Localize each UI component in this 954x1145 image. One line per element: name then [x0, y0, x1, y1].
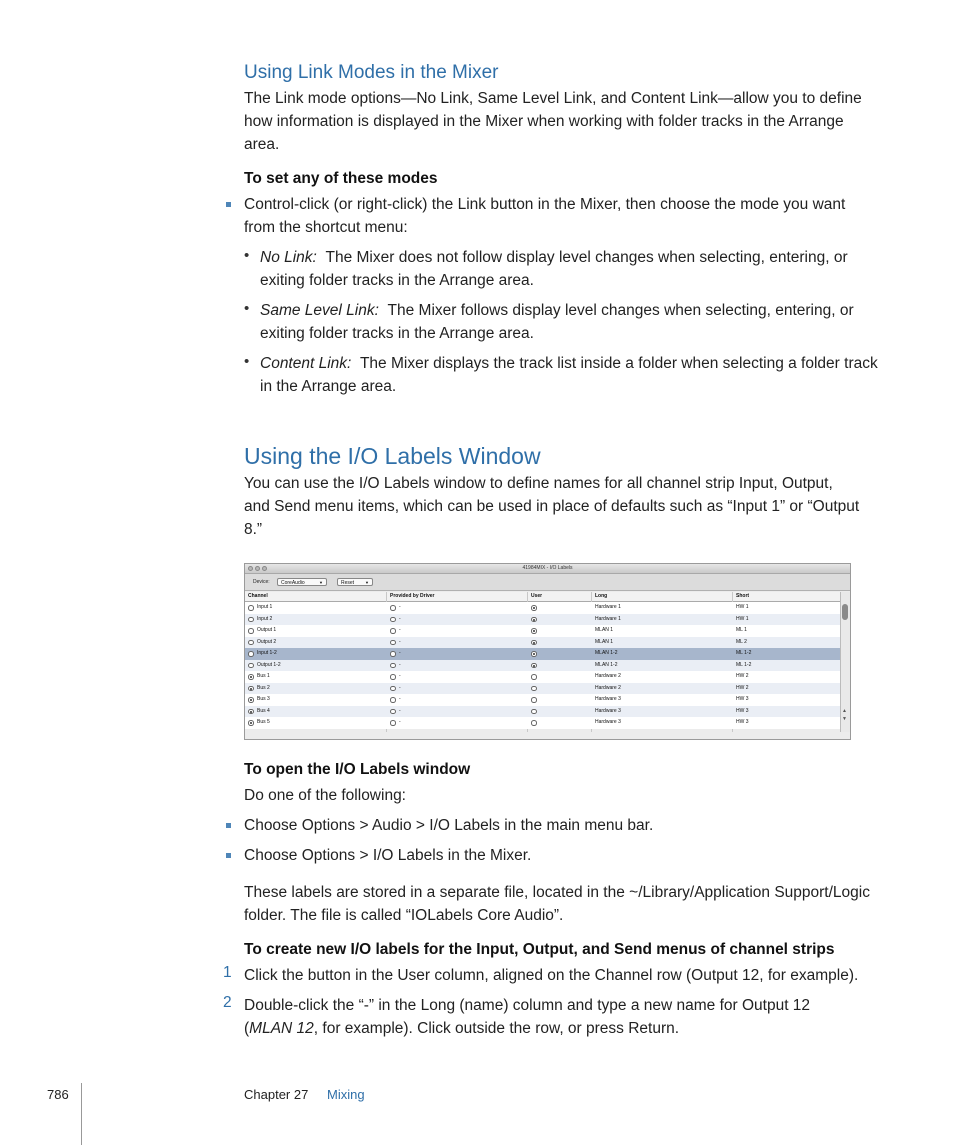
table-row[interactable]	[245, 602, 842, 614]
link-modes-intro-line-1: The Link mode options—No Link, Same Level Link, and Content Link—allow you to define	[244, 90, 862, 107]
table-row[interactable]	[245, 671, 842, 683]
driver-cell: -	[399, 604, 401, 610]
long-cell: MLAN 1-2	[595, 661, 618, 668]
option-desc: The Mixer displays the track list inside a folder when selecting a folder track	[359, 355, 878, 372]
option-content-link	[260, 352, 878, 375]
short-cell: ML 1-2	[736, 650, 752, 656]
column-header-long[interactable]: Long	[595, 593, 608, 599]
driver-radio[interactable]	[390, 663, 396, 669]
create-step-1: Click the button in the User column, aligned on the Channel row (Output 12, for example).	[244, 967, 859, 984]
option-desc: The Mixer does not follow display level changes when selecting, entering, or	[325, 249, 848, 266]
channel-radio[interactable]	[248, 686, 254, 692]
open-option-2: Choose Options > I/O Labels in the Mixer.	[244, 847, 532, 864]
channel-cell: Bus 4	[257, 707, 270, 714]
reset-label: Reset	[341, 580, 355, 586]
dot-bullet-icon: •	[244, 300, 250, 317]
short-cell: ML 1-2	[736, 661, 752, 668]
section-heading-io-labels: Using the I/O Labels Window	[244, 443, 541, 469]
column-header-short[interactable]: Short	[736, 593, 750, 599]
channel-cell: Output 1-2	[257, 661, 281, 668]
chevron-down-icon: ▼	[365, 580, 369, 585]
dot-bullet-icon: •	[244, 353, 250, 370]
task-title-open-window: To open the I/O Labels window	[244, 761, 471, 778]
long-cell: Hardware 3	[595, 719, 621, 725]
open-window-lead: Do one of the following:	[244, 787, 406, 804]
long-cell: Hardware 3	[595, 707, 621, 714]
channel-radio[interactable]	[248, 720, 254, 726]
user-radio[interactable]	[531, 617, 537, 623]
option-desc: The Mixer follows display level changes when selecting, entering, or	[387, 302, 854, 319]
step-number: 1	[223, 964, 232, 981]
labels-note-line-1: These labels are stored in a separate file, located in the ~/Library/Application Support/Logic	[244, 884, 870, 901]
channel-radio[interactable]	[248, 697, 254, 703]
driver-cell: -	[399, 673, 401, 679]
option-no-link-line-2: exiting folder tracks in the Arrange area.	[260, 272, 534, 289]
chevron-down-icon: ▼	[319, 580, 323, 585]
vertical-scrollbar[interactable]	[840, 592, 850, 732]
short-cell: HW 2	[736, 673, 749, 679]
scroll-up-icon[interactable]: ▲	[842, 708, 847, 714]
option-content-link-line-2: in the Arrange area.	[260, 378, 397, 395]
footer-chapter-name: Mixing	[327, 1087, 365, 1102]
option-term: Content Link:	[260, 355, 352, 372]
driver-radio[interactable]	[390, 697, 396, 703]
long-cell: MLAN 1	[595, 638, 614, 645]
driver-radio[interactable]	[390, 617, 396, 623]
driver-radio[interactable]	[390, 686, 396, 692]
long-cell: Hardware 1	[595, 604, 621, 610]
device-value: CoreAudio	[281, 580, 305, 586]
reset-popup[interactable]	[337, 578, 373, 586]
table-header	[245, 592, 842, 602]
scroll-thumb[interactable]	[842, 604, 848, 620]
short-cell: ML 1	[736, 627, 747, 633]
driver-cell: -	[399, 638, 401, 645]
column-header-channel[interactable]: Channel	[248, 593, 268, 599]
user-radio[interactable]	[531, 651, 537, 657]
table-row[interactable]	[245, 625, 842, 637]
long-cell: Hardware 1	[595, 615, 621, 622]
short-cell: HW 3	[736, 707, 749, 714]
option-same-level-link	[260, 299, 854, 322]
driver-radio[interactable]	[390, 709, 396, 715]
device-popup[interactable]	[277, 578, 327, 586]
channel-cell: Bus 5	[257, 719, 270, 725]
step-2-rest: , for example). Click outside the row, or press Return.	[313, 1020, 680, 1037]
section-heading-link-modes: Using Link Modes in the Mixer	[244, 62, 499, 83]
option-no-link	[260, 246, 848, 269]
channel-cell: Bus 1	[257, 673, 270, 679]
driver-cell: -	[399, 627, 401, 633]
long-cell: Hardware 2	[595, 673, 621, 679]
channel-radio[interactable]	[248, 640, 254, 646]
open-option-1: Choose Options > Audio > I/O Labels in the main menu bar.	[244, 817, 654, 834]
labels-note-line-2: folder. The file is called “IOLabels Core Audio”.	[244, 907, 564, 924]
column-header-user[interactable]: User	[531, 593, 543, 599]
channel-radio[interactable]	[248, 628, 254, 634]
channel-cell: Bus 3	[257, 696, 270, 702]
user-radio[interactable]	[531, 663, 537, 669]
driver-cell: -	[399, 719, 401, 725]
short-cell: HW 3	[736, 696, 749, 702]
short-cell: ML 2	[736, 638, 747, 645]
long-cell: Hardware 3	[595, 696, 621, 702]
driver-cell: -	[399, 650, 401, 656]
long-cell: Hardware 2	[595, 684, 621, 691]
table-row[interactable]	[245, 660, 842, 672]
user-radio[interactable]	[531, 674, 537, 680]
window-titlebar	[245, 564, 850, 574]
user-radio[interactable]	[531, 709, 537, 715]
channel-radio[interactable]	[248, 663, 254, 669]
driver-radio[interactable]	[390, 640, 396, 646]
channel-cell: Output 1	[257, 627, 277, 633]
short-cell: HW 1	[736, 604, 749, 610]
driver-radio[interactable]	[390, 674, 396, 680]
device-label: Device:	[253, 579, 270, 585]
square-bullet-icon	[226, 202, 231, 207]
short-cell: HW 2	[736, 684, 749, 691]
option-same-level-link-line-2: exiting folder tracks in the Arrange area.	[260, 325, 534, 342]
io-labels-intro-line-1: You can use the I/O Labels window to define names for all channel strip Input, Output,	[244, 475, 833, 492]
step-line-1: Control-click (or right-click) the Link button in the Mixer, then choose the mode you want	[244, 196, 846, 213]
page-number: 786	[47, 1087, 69, 1102]
channel-radio[interactable]	[248, 674, 254, 680]
driver-cell: -	[399, 661, 401, 668]
footer-divider	[81, 1083, 82, 1145]
scroll-down-icon[interactable]: ▼	[842, 716, 847, 722]
footer-chapter: Chapter 27	[244, 1087, 309, 1102]
io-labels-window	[244, 563, 851, 740]
channel-cell: Bus 2	[257, 684, 270, 691]
driver-radio[interactable]	[390, 651, 396, 657]
table-row[interactable]	[245, 614, 842, 626]
channel-radio[interactable]	[248, 709, 254, 715]
channel-radio[interactable]	[248, 605, 254, 611]
channel-cell: Input 2	[257, 615, 273, 622]
driver-cell: -	[399, 615, 401, 622]
option-term: Same Level Link:	[260, 302, 379, 319]
user-radio[interactable]	[531, 628, 537, 634]
long-cell: MLAN 1	[595, 627, 614, 633]
table-row[interactable]	[245, 648, 842, 660]
io-labels-intro-line-3: 8.”	[244, 521, 263, 538]
square-bullet-icon	[226, 823, 231, 828]
link-modes-intro-line-2: how information is displayed in the Mixer when working with folder tracks in the Arrange	[244, 113, 844, 130]
table-row[interactable]	[245, 694, 842, 706]
channel-cell: Input 1-2	[257, 650, 277, 656]
table-row[interactable]	[245, 717, 842, 729]
option-term: No Link:	[260, 249, 317, 266]
long-cell: MLAN 1-2	[595, 650, 618, 656]
channel-radio[interactable]	[248, 651, 254, 657]
channel-cell: Input 1	[257, 604, 273, 610]
create-step-2-line-1: Double-click the “-” in the Long (name) column and type a new name for Output 12	[244, 997, 811, 1014]
driver-radio[interactable]	[390, 628, 396, 634]
step-line-2: from the shortcut menu:	[244, 219, 408, 236]
user-radio[interactable]	[531, 640, 537, 646]
table-row[interactable]	[245, 706, 842, 718]
io-labels-intro-line-2: and Send menu items, which can be used in place of defaults such as “Input 1” or “Output	[244, 498, 860, 515]
task-title-create-labels: To create new I/O labels for the Input, Output, and Send menus of channel strips	[244, 941, 835, 958]
short-cell: HW 1	[736, 615, 749, 622]
user-radio[interactable]	[531, 697, 537, 703]
driver-radio[interactable]	[390, 605, 396, 611]
step-number: 2	[223, 994, 232, 1011]
short-cell: HW 3	[736, 719, 749, 725]
user-radio[interactable]	[531, 720, 537, 726]
create-step-2-line-2	[244, 1017, 679, 1040]
dot-bullet-icon: •	[244, 247, 250, 264]
task-title-set-modes: To set any of these modes	[244, 170, 438, 187]
example-name: MLAN 12	[249, 1020, 314, 1037]
driver-cell: -	[399, 707, 401, 714]
channel-cell: Output 2	[257, 638, 277, 645]
user-radio[interactable]	[531, 686, 537, 692]
driver-cell: -	[399, 696, 401, 702]
window-toolbar	[245, 574, 850, 591]
table-row[interactable]	[245, 683, 842, 695]
square-bullet-icon	[226, 853, 231, 858]
user-radio[interactable]	[531, 605, 537, 611]
column-header-driver[interactable]: Provided by Driver	[390, 593, 435, 599]
window-title: 41984MIX - I/O Labels	[522, 565, 573, 571]
paren-open: (	[244, 1020, 250, 1037]
table-row[interactable]	[245, 637, 842, 649]
channel-radio[interactable]	[248, 617, 254, 623]
driver-cell: -	[399, 684, 401, 691]
link-modes-intro-line-3: area.	[244, 136, 280, 153]
driver-radio[interactable]	[390, 720, 396, 726]
